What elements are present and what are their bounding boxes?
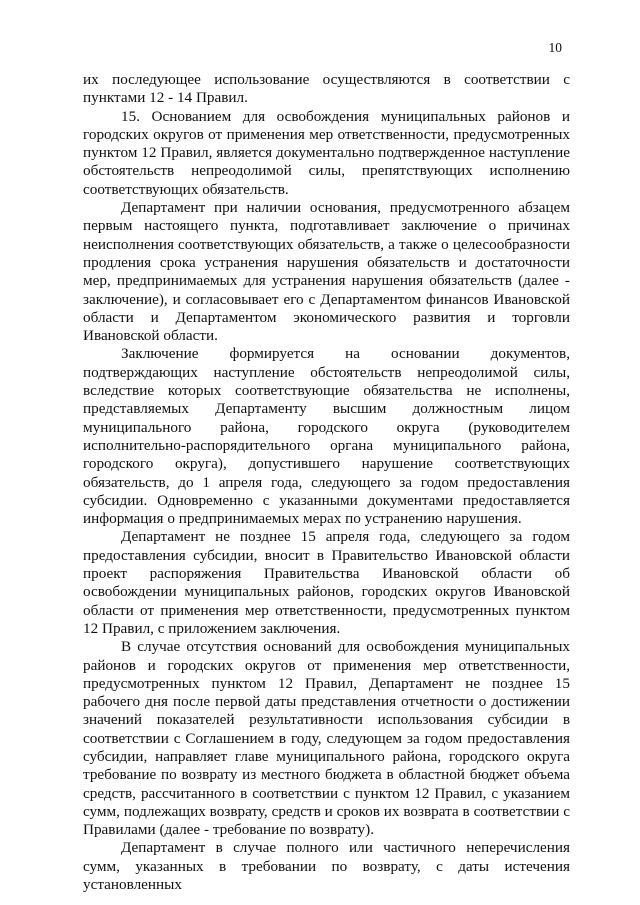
paragraph-item-15: 15. Основанием для освобождения муниципальных районов и городских округов от применения мер ответственности, предусмотренных пунктом 12 Правил, является документально подтвержденное наступление обстоятельств непреодолимой силы, препятствующих исполнению соответствующих обязательств. xyxy=(83,107,570,198)
document-body xyxy=(83,71,570,894)
paragraph-refund-requirement: В случае отсутствия оснований для освобождения муниципальных районов и городских округов от применения мер ответственности, предусмотренных пунктом 12 Правил, Департамент не позднее 15 рабочего дня после первой даты представления отчетности о достижении значений показателей результативности использования субсидии в соответствии с Соглашением в году, следующем за годом предоставления субсидии, направляет главе муниципального района, городского округа требование по возврату из местного бюджета в областной бюджет объема средств, рассчитанного в соответствии с пунктом 12 Правил, с указанием сумм, подлежащих возврату, средств и сроков их возврата в соответствии с Правилами (далее - требование по возврату). xyxy=(83,638,570,839)
paragraph-non-payment: Департамент в случае полного или частичного неперечисления сумм, указанных в требовании по возврату, с даты истечения установленных xyxy=(83,839,570,894)
paragraph-continuation: их последующее использование осуществляются в соответствии с пунктами 12 - 14 Правил. xyxy=(83,71,570,107)
paragraph-government-submission: Департамент не позднее 15 апреля года, следующего за годом предоставления субсидии, вносит в Правительство Ивановской области проект распоряжения Правительства Ивановской области об освобождении муниципальных районов, городских округов Ивановской области от применения мер ответственности, предусмотренных пунктом 12 Правил, с приложением заключения. xyxy=(83,528,570,637)
page-number: 10 xyxy=(548,40,562,55)
paragraph-conclusion-basis: Заключение формируется на основании документов, подтверждающих наступление обстоятельств непреодолимой силы, вследствие которых соответствующие обязательства не исполнены, представляемых Департаменту высшим должностным лицом муниципального района, городского округа (руководителем исполнительно-распорядительного органа муниципального района, городского округа), допустившего нарушение соответствующих обязательств, до 1 апреля года, следующего за годом предоставления субсидии. Одновременно с указанными документами предоставляется информация о предпринимаемых мерах по устранению нарушения. xyxy=(83,345,570,528)
paragraph-department-conclusion: Департамент при наличии основания, предусмотренного абзацем первым настоящего пункта, подготавливает заключение о причинах неисполнения соответствующих обязательств, а также о целесообразности продления срока устранения нарушения обязательств и достаточности мер, предпринимаемых для устранения нарушения обязательств (далее - заключение), и согласовывает его с Департаментом финансов Ивановской области и Департаментом экономического развития и торговли Ивановской области. xyxy=(83,199,570,345)
